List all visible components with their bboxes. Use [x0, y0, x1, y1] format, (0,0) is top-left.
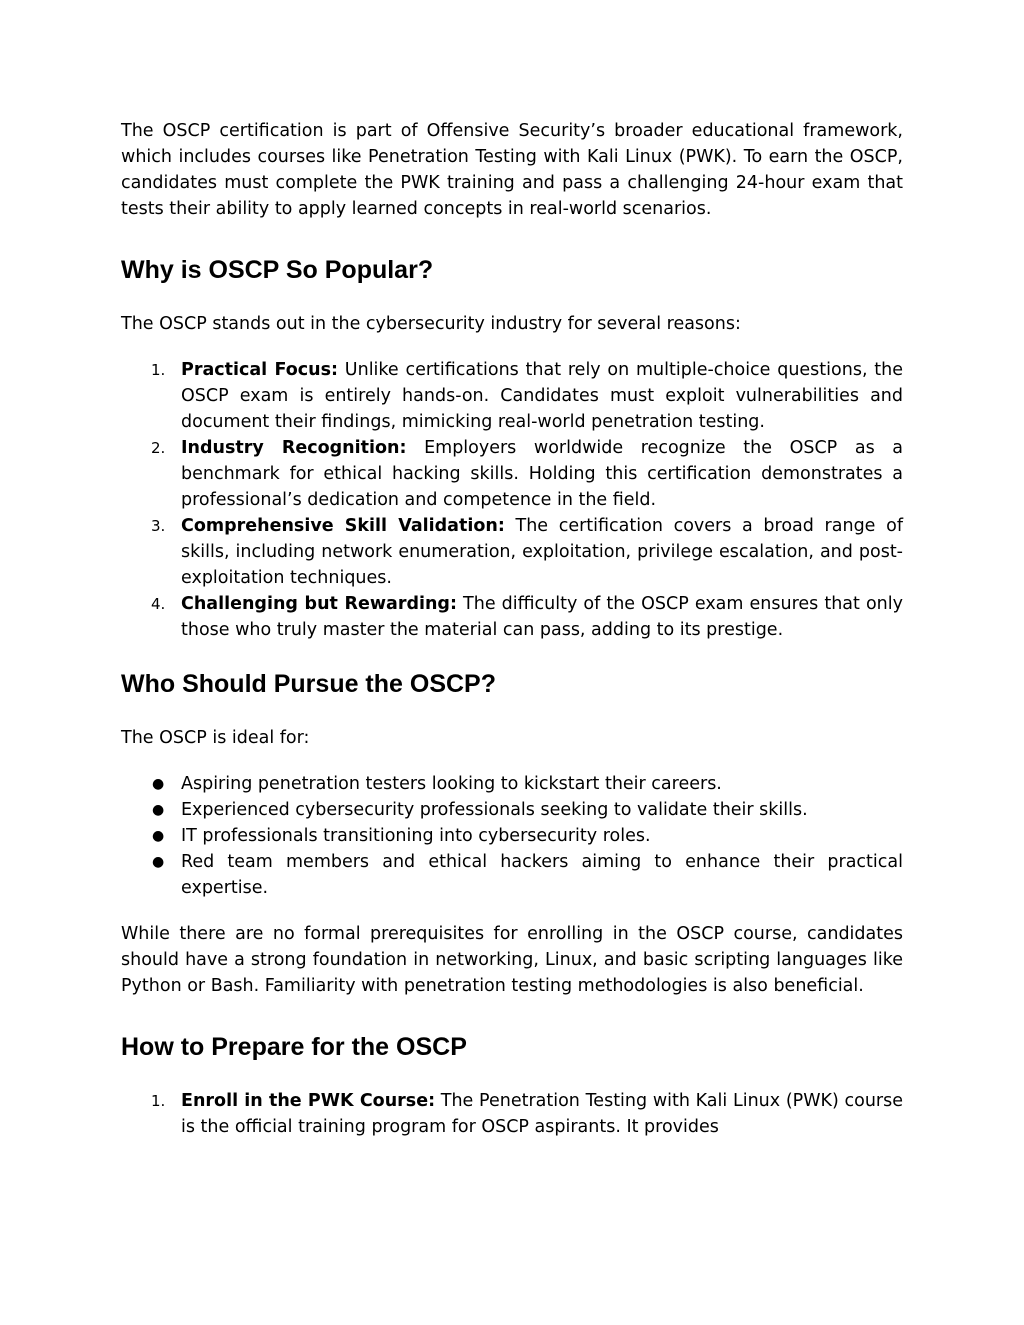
heading-why-popular: Why is OSCP So Popular?: [121, 256, 434, 284]
list-item: [121, 771, 903, 797]
list-item-text: Employers worldwide recognize the OSCP as a benchmark for ethical hacking skills. Holding this certification demonstrates a professional’s dedication and competence in the field.: [181, 438, 904, 510]
list-item-title: Enroll in the PWK Course:: [181, 1091, 436, 1111]
list-item-text: Aspiring penetration testers looking to kickstart their careers.: [181, 774, 722, 794]
list-item: [121, 797, 903, 823]
bullet-icon: ●: [152, 776, 165, 792]
list-item-text: Unlike certifications that rely on multiple-choice questions, the OSCP exam is entirely hands-on. Candidates must exploit vulnerabilities and document their findings, mimicking real-world penetration testing.: [181, 360, 903, 432]
list-item-title: Comprehensive Skill Validation:: [181, 516, 505, 536]
list-item-text: The difficulty of the OSCP exam ensures that only those who truly master the material can pass, adding to its prestige.: [181, 594, 903, 640]
prerequisites-paragraph: While there are no formal prerequisites for enrolling in the OSCP course, candidates should have a strong foundation in networking, Linux, and basic scripting languages like Python or Bash. Familiarity with penetration testing methodologies is also beneficial.: [121, 924, 903, 996]
heading-how-to-prepare: How to Prepare for the OSCP: [121, 1033, 467, 1061]
list-item-title: Challenging but Rewarding:: [181, 594, 457, 614]
bullet-icon: ●: [152, 828, 165, 844]
list-item-title: Industry Recognition:: [181, 438, 407, 458]
list-number: 1.: [151, 1092, 166, 1110]
list-item-text: IT professionals transitioning into cybersecurity roles.: [181, 826, 651, 846]
list-item: [121, 1088, 903, 1140]
heading-who-should-pursue: Who Should Pursue the OSCP?: [121, 670, 496, 698]
list-item: [121, 435, 903, 513]
bullet-icon: ●: [152, 854, 165, 870]
intro-paragraph: The OSCP certification is part of Offensive Security’s broader educational framework, which includes courses like Penetration Testing with Kali Linux (PWK). To earn the OSCP, candidates must complete the PWK training and pass a challenging 24-hour exam that tests their ability to apply learned concepts in real-world scenarios.: [121, 121, 903, 219]
list-item: [121, 513, 903, 591]
list-item-text: Red team members and ethical hackers aiming to enhance their practical expertise.: [181, 852, 903, 898]
list-item: [121, 591, 903, 643]
document-page: [121, 118, 903, 1140]
list-item-text: The Penetration Testing with Kali Linux (PWK) course is the official training program for OSCP aspirants. It provides: [181, 1091, 904, 1137]
list-item: [121, 823, 903, 849]
popular-lead-paragraph: The OSCP stands out in the cybersecurity industry for several reasons:: [121, 314, 741, 334]
who-audience-list: [121, 771, 903, 901]
list-number: 4.: [151, 595, 166, 613]
list-item-title: Practical Focus:: [181, 360, 339, 380]
bullet-icon: ●: [152, 802, 165, 818]
list-item: [121, 849, 903, 901]
who-lead-paragraph: The OSCP is ideal for:: [121, 728, 310, 748]
list-item-text: The certification covers a broad range of skills, including network enumeration, exploitation, privilege escalation, and post-exploitation techniques.: [181, 516, 903, 588]
list-number: 3.: [151, 517, 166, 535]
prepare-steps-list: [121, 1088, 903, 1140]
list-item-text: Experienced cybersecurity professionals seeking to validate their skills.: [181, 800, 808, 820]
list-number: 1.: [151, 361, 166, 379]
popular-reasons-list: [121, 357, 903, 643]
list-item: [121, 357, 903, 435]
list-number: 2.: [151, 439, 166, 457]
